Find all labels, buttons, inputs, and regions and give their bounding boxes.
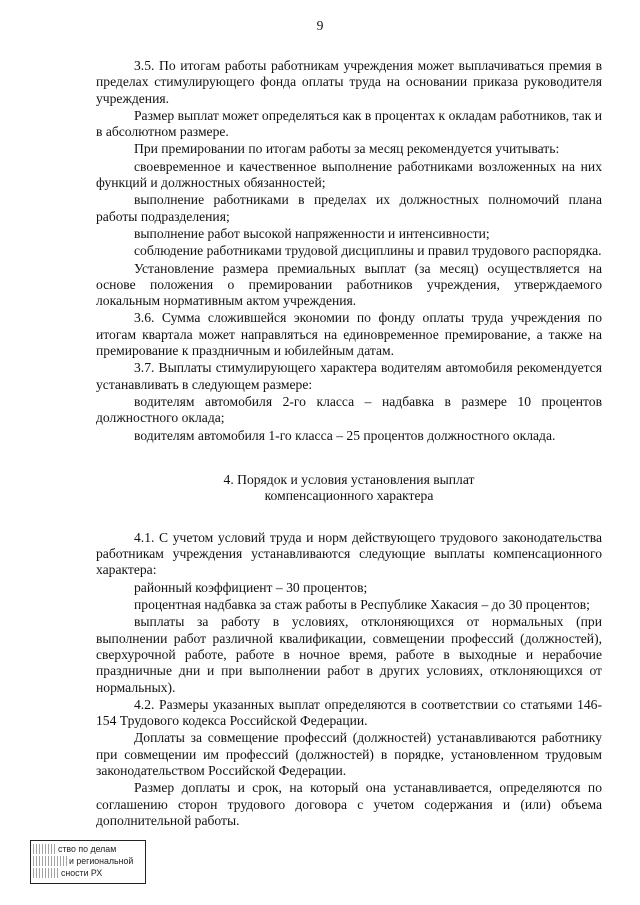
registry-stamp (30, 840, 146, 884)
paragraph-3-7: 3.7. Выплаты стимулирующего характера водителям автомобиля рекомендуется устанавливать в следующем размере: (96, 360, 602, 392)
page-number: 9 (316, 18, 324, 33)
paragraph-abnormal-conditions: выплаты за работу в условиях, отклоняющихся от нормальных (при выполнении работ различной квалификации, совмещении профессий (должностей), сверхурочной работе, работе в ночное время, работе в выходные и нерабочие праздничные дни и при выполнении работ в других условиях, отклоняющихся от нормальных). (96, 614, 602, 695)
paragraph-criterion-timely: своевременное и качественное выполнение работниками возложенных на них функций и должностных обязанностей; (96, 158, 602, 191)
paragraph-criterion-intensity: выполнение работ высокой напряженности и интенсивности; (134, 225, 490, 241)
paragraph-combination-allowance: Доплаты за совмещение профессий (должностей) устанавливаются работнику при совмещении им профессий (должностей) в порядке, установленном трудовым законодательством Российской Федерации. (96, 730, 602, 778)
paragraph-driver-class-1: водителям автомобиля 1-го класса – 25 процентов должностного оклада. (134, 427, 556, 443)
paragraph-4-2: 4.2. Размеры указанных выплат определяются в соответствии со статьями 146-154 Трудового кодекса Российской Федерации. (96, 696, 602, 729)
paragraph-bonus-regulation: Установление размера премиальных выплат (за месяц) осуществляется на основе положения о премировании работников учреждения, утверждаемого локальным нормативным актом учреждения. (96, 260, 602, 309)
stamp-faded-area (33, 856, 67, 866)
paragraph-allowance-term: Размер доплаты и срок, на который она устанавливается, определяются по соглашению сторон трудового договора с учетом содержания и (или) объема дополнительной работы. (96, 780, 602, 828)
stamp-faded-area (33, 844, 55, 854)
section-4-heading-line2: компенсационного характера (264, 487, 434, 503)
paragraph-driver-class-2: водителям автомобиля 2-го класса – надбавка в размере 10 процентов должностного оклада; (96, 393, 602, 426)
stamp-line-3: сности РХ (61, 868, 103, 878)
paragraph-regional-coefficient: районный коэффициент – 30 процентов; (134, 579, 368, 595)
paragraph-3-6: 3.6. Сумма сложившейся экономии по фонду оплаты труда учреждения по итогам квартала может направляться на единовременное премирование, а также на премирование к праздничным и юбилейным датам. (96, 310, 602, 359)
paragraph-payment-size: Размер выплат может определяться как в процентах к окладам работников, так и в абсолютном размере. (96, 107, 602, 140)
section-4-heading-line1: 4. Порядок и условия установления выплат (223, 471, 475, 487)
stamp-line-2: и региональной (69, 856, 134, 866)
document-body (96, 58, 602, 830)
paragraph-criterion-plan: выполнение работниками в пределах их должностных полномочий плана работы подразделения; (96, 192, 602, 224)
paragraph-4-1: 4.1. С учетом условий труда и норм действующего трудового законодательства работникам учреждения устанавливаются следующие выплаты компенсационного характера: (96, 529, 602, 578)
paragraph-bonus-criteria-intro: При премировании по итогам работы за месяц рекомендуется учитывать: (134, 141, 560, 157)
stamp-line-1: ство по делам (58, 844, 117, 854)
paragraph-3-5: 3.5. По итогам работы работникам учреждения может выплачиваться премия в пределах стимулирующего фонда оплаты труда на основании приказа руководителя учреждения. (96, 58, 602, 106)
stamp-faded-area (33, 868, 59, 878)
paragraph-seniority-bonus: процентная надбавка за стаж работы в Республике Хакасия – до 30 процентов; (134, 597, 590, 613)
paragraph-criterion-discipline: соблюдение работниками трудовой дисциплины и правил трудового распорядка. (134, 243, 602, 259)
section-4-heading (96, 472, 602, 504)
